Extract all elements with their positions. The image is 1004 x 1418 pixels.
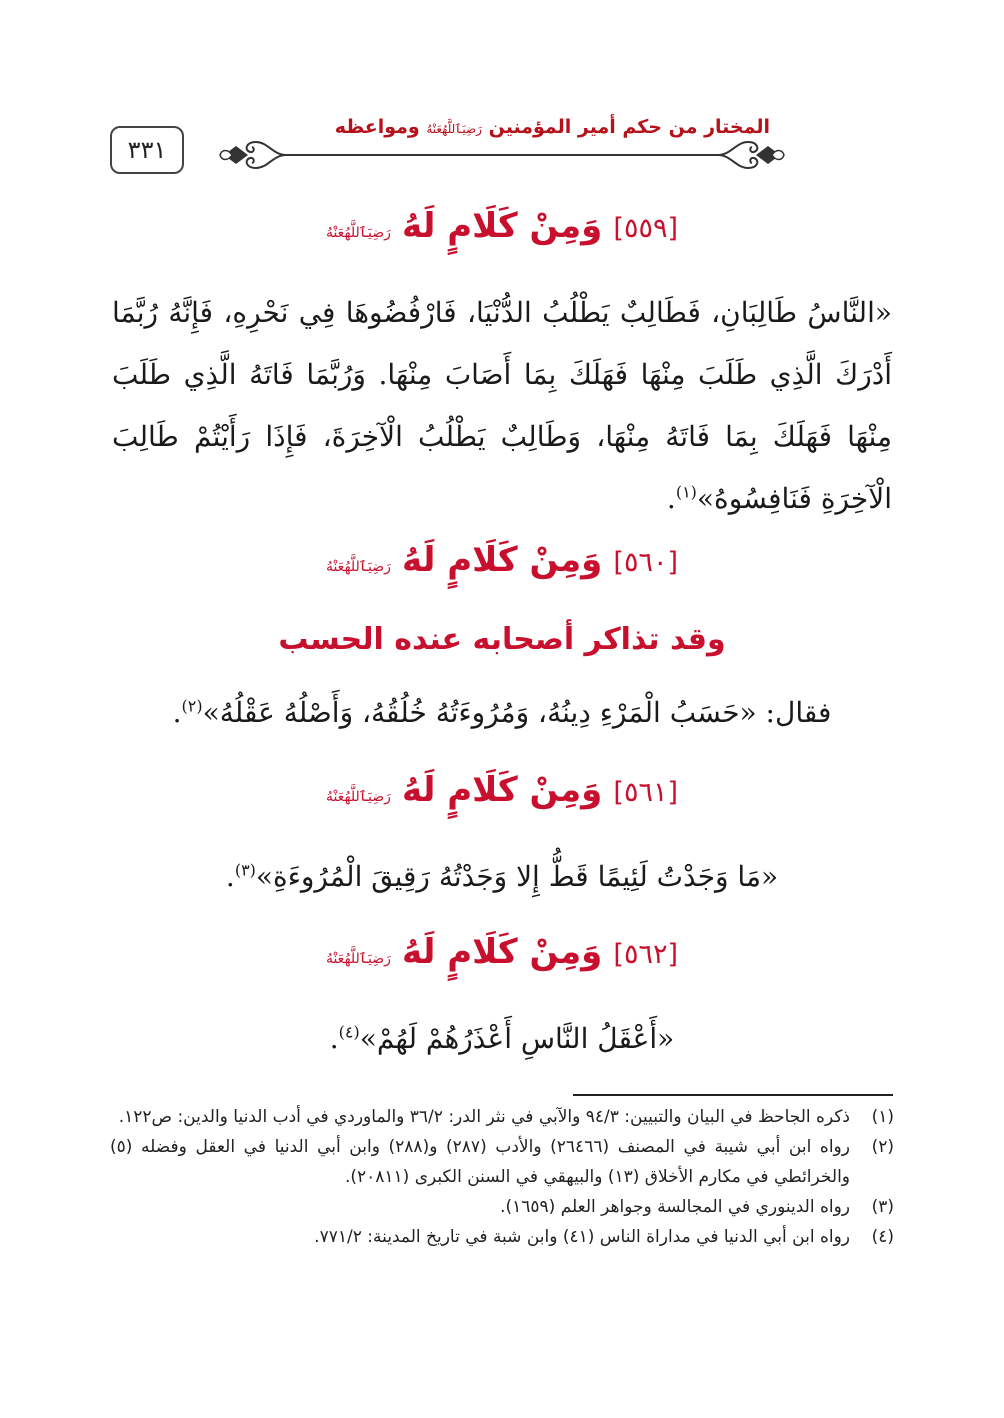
ornament-left-icon <box>218 134 288 176</box>
section-number: [٥٥٩] <box>613 213 679 244</box>
footnote-item <box>110 1132 894 1192</box>
section-text-559 <box>112 282 892 530</box>
section-heading-562 <box>0 932 1004 972</box>
footnote-ref[interactable]: (٢) <box>181 696 203 716</box>
section-heading-560 <box>0 540 1004 580</box>
section-title: وَمِنْ كَلَامٍ لَهُ <box>401 540 603 580</box>
section-honorific: رَضِيَٱللَّهُعَنْهُ <box>325 789 391 805</box>
quote-text: «حَسَبُ الْمَرْءِ دِينُهُ، وَمُرُوءَتُهُ خُلُقُهُ، وَأَصْلُهُ عَقْلُهُ» <box>202 696 757 729</box>
footnote-number: (١) <box>871 1107 894 1127</box>
quote-text: «أَعْقَلُ النَّاسِ أَعْذَرُهُمْ لَهُمْ» <box>359 1022 675 1055</box>
section-text-562 <box>112 1008 892 1070</box>
lead-text: فقال: <box>756 696 832 729</box>
footnote-number: (٤) <box>871 1227 894 1247</box>
running-title <box>335 116 770 138</box>
section-subheading: وقد تذاكر أصحابه عنده الحسب <box>278 622 726 657</box>
footnote-text: ذكره الجاحظ في البيان والتبيين: ٩٤/٣ والآبي في نثر الدر: ٣٦/٢ والماوردي في أدب الدنيا والدين: ص١٢٢. <box>118 1107 850 1127</box>
quote-text: «النَّاسُ طَالِبَانِ، فَطَالِبٌ يَطْلُبُ الدُّنْيَا، فَارْفُضُوهَا فِي نَحْرِهِ، فَإِنَّهُ رُبَّمَا أَدْرَكَ الَّذِي طَلَبَ مِنْهَا فَهَلَكَ بِمَا أَصَابَ مِنْهَا. وَرُبَّمَا فَاتَهُ الَّذِي طَلَبَ مِنْهَا فَهَلَكَ بِمَا فَاتَهُ مِنْهَا، وَطَالِبٌ يَطْلُبُ الْآخِرَةَ، فَإِذَا رَأَيْتُمْ طَالِبَ الْآخِرَةِ فَنَافِسُوهُ» <box>112 296 892 515</box>
section-title: وَمِنْ كَلَامٍ لَهُ <box>401 932 603 972</box>
running-title-text: المختار من حكم أمير المؤمنين <box>488 116 770 138</box>
footnote-separator <box>573 1094 893 1096</box>
section-text-561 <box>112 846 892 908</box>
section-number: [٥٦٢] <box>613 939 679 970</box>
section-honorific: رَضِيَٱللَّهُعَنْهُ <box>325 951 391 967</box>
footnote-text: رواه الدينوري في المجالسة وجواهر العلم (١٦٥٩). <box>500 1197 850 1217</box>
footnote-item <box>110 1222 894 1252</box>
section-heading-559 <box>0 206 1004 246</box>
section-title: وَمِنْ كَلَامٍ لَهُ <box>401 206 603 246</box>
section-honorific: رَضِيَٱللَّهُعَنْهُ <box>325 559 391 575</box>
sentence-end: . <box>329 1022 339 1055</box>
sentence-end: . <box>666 482 676 515</box>
page-number: ٣٣١ <box>110 126 184 174</box>
footnote-text: رواه ابن أبي شيبة في المصنف (٢٦٤٦٦) والأدب (٢٨٧) و(٢٨٨) وابن أبي الدنيا في العقل وفضله (٥) والخرائطي في مكارم الأخلاق (١٣) والبيهقي في السنن الكبرى (٢٠٨١١). <box>110 1137 850 1187</box>
section-heading-561 <box>0 770 1004 810</box>
quote-text: «مَا وَجَدْتُ لَئِيمًا قَطُّ إِلا وَجَدْتُهُ رَقِيقَ الْمُرُوءَةِ» <box>255 860 779 893</box>
sentence-end: . <box>225 860 235 893</box>
footnote-number: (٣) <box>871 1197 894 1217</box>
footnote-number: (٢) <box>871 1137 894 1157</box>
footnote-ref[interactable]: (١) <box>675 482 697 502</box>
section-honorific: رَضِيَٱللَّهُعَنْهُ <box>325 225 391 241</box>
running-title-suffix: ومواعظه <box>334 116 420 138</box>
section-number: [٥٦٠] <box>613 547 679 578</box>
footnote-item <box>110 1102 894 1132</box>
page-header <box>110 116 894 182</box>
section-title: وَمِنْ كَلَامٍ لَهُ <box>401 770 603 810</box>
section-text-560 <box>112 682 892 744</box>
header-rule <box>280 154 720 156</box>
footnote-text: رواه ابن أبي الدنيا في مداراة الناس (٤١) وابن شبة في تاريخ المدينة: ٧٧١/٢. <box>314 1227 850 1247</box>
running-title-honorific: رَضِيَٱللَّهُعَنْهُ <box>426 122 482 136</box>
sentence-end: . <box>172 696 182 729</box>
section-number: [٥٦١] <box>613 777 679 808</box>
footnote-ref[interactable]: (٤) <box>338 1022 360 1042</box>
footnote-ref[interactable]: (٣) <box>234 860 256 880</box>
footnote-item <box>110 1192 894 1222</box>
ornament-right-icon <box>716 134 786 176</box>
footnotes <box>110 1102 894 1252</box>
